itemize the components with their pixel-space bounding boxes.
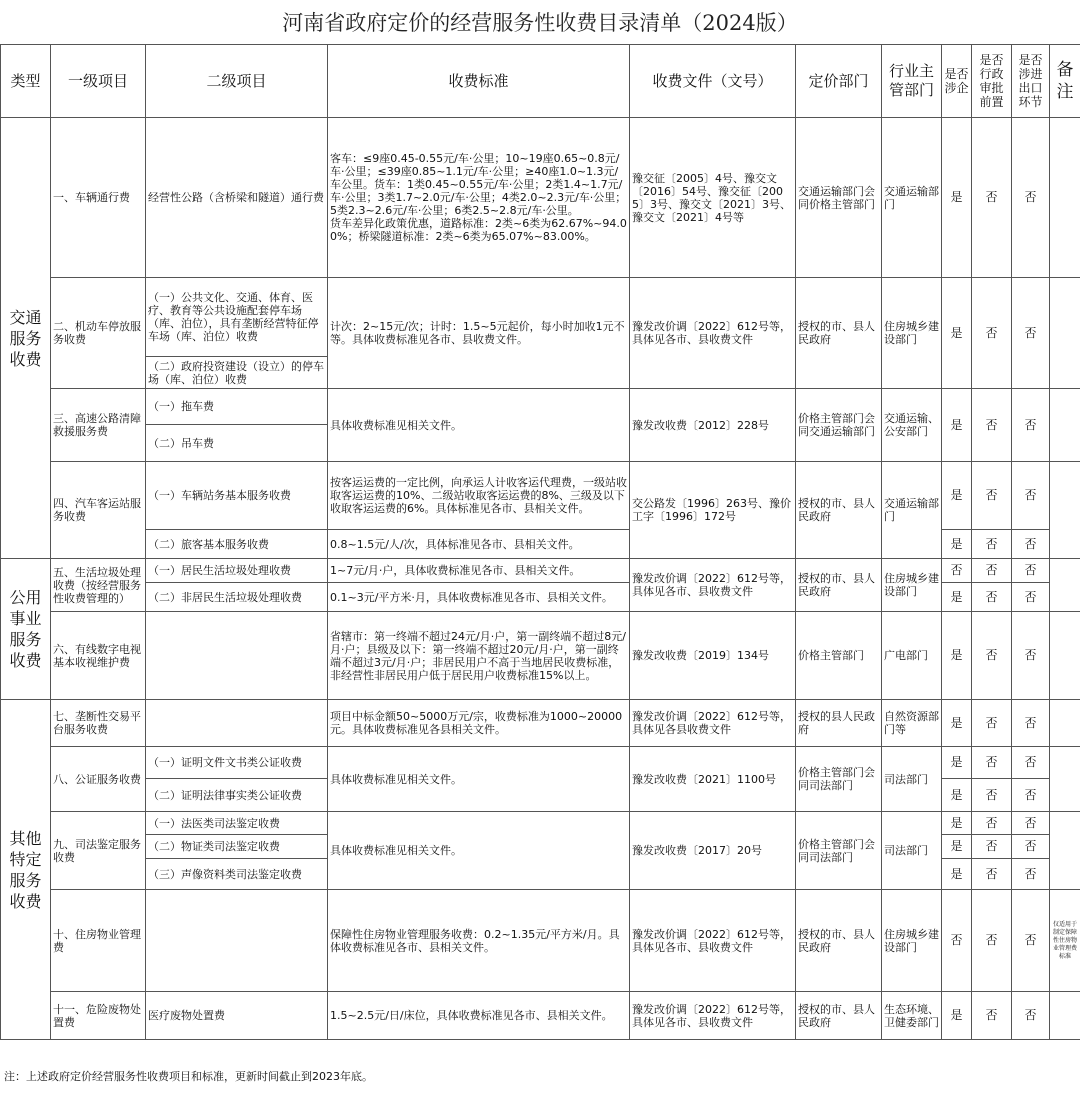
approval-cell: 否 xyxy=(972,835,1012,859)
level1-cell: 八、公证服务收费 xyxy=(51,747,146,812)
document-cell: 豫发改收费〔2012〕228号 xyxy=(630,389,796,462)
level2-cell: （二）物证类司法鉴定收费 xyxy=(146,835,328,859)
header-level2: 二级项目 xyxy=(146,45,328,118)
fee-table xyxy=(0,44,1080,1040)
table-row xyxy=(1,812,1080,835)
enterprise-cell: 否 xyxy=(942,559,972,583)
note-cell xyxy=(1050,747,1080,812)
note-cell xyxy=(1050,389,1080,462)
level2-cell: （一）拖车费 xyxy=(146,389,328,425)
document-cell: 交公路发〔1996〕263号、豫价工字〔1996〕172号 xyxy=(630,462,796,559)
enterprise-cell: 是 xyxy=(942,747,972,779)
note-cell xyxy=(1050,612,1080,700)
approval-cell: 否 xyxy=(972,612,1012,700)
level2-cell: （二）旅客基本服务收费 xyxy=(146,530,328,559)
note-cell xyxy=(1050,700,1080,747)
table-row xyxy=(1,890,1080,992)
enterprise-cell: 是 xyxy=(942,278,972,389)
footer-note: 注：上述政府定价经营服务性收费项目和标准，更新时间截止到2023年底。 xyxy=(4,1070,373,1083)
import-cell: 否 xyxy=(1012,462,1050,530)
enterprise-cell: 否 xyxy=(942,890,972,992)
page-title: 河南省政府定价的经营服务性收费目录清单（2024版） xyxy=(282,11,798,35)
standard-cell: 省辖市：第一终端不超过24元/月·户，第一副终端不超过8元/月·户；县级及以下：第一终端不超过20元/月·户，第一副终端不超过3元/月·户；非居民用户不高于当地居民收费标准，非经营性非居民用户低于居民用户收费标准15%以上。 xyxy=(328,612,630,700)
dept-cell: 授权的市、县人民政府 xyxy=(796,890,882,992)
import-cell: 否 xyxy=(1012,278,1050,389)
standard-cell: 1.5~2.5元/日/床位，具体收费标准见各市、县相关文件。 xyxy=(328,992,630,1040)
import-cell: 否 xyxy=(1012,890,1050,992)
type-traffic: 交通服务收费 xyxy=(1,118,51,559)
fee-table-wrapper xyxy=(0,44,1080,1040)
enterprise-cell: 是 xyxy=(942,389,972,462)
note-cell xyxy=(1050,812,1080,890)
standard-cell: 0.8~1.5元/人/次，具体标准见各市、县相关文件。 xyxy=(328,530,630,559)
level2-cell: （一）车辆站务基本服务收费 xyxy=(146,462,328,530)
document-cell: 豫发改价调〔2022〕612号等，具体见各县收费文件 xyxy=(630,700,796,747)
level1-cell: 五、生活垃圾处理收费（按经营服务性收费管理的） xyxy=(51,559,146,612)
approval-cell: 否 xyxy=(972,118,1012,278)
level1-cell: 六、有线数字电视基本收视维护费 xyxy=(51,612,146,700)
level2-cell: 医疗废物处置费 xyxy=(146,992,328,1040)
import-cell: 否 xyxy=(1012,118,1050,278)
import-cell: 否 xyxy=(1012,779,1050,812)
enterprise-cell: 是 xyxy=(942,462,972,530)
document-cell: 豫发改价调〔2022〕612号等，具体见各市、县收费文件 xyxy=(630,890,796,992)
level2-cell: （三）声像资料类司法鉴定收费 xyxy=(146,859,328,890)
standard-cell: 项目中标金额50~5000万元/宗，收费标准为1000~20000元。具体收费标准见各县相关文件。 xyxy=(328,700,630,747)
type-other: 其他特定服务收费 xyxy=(1,700,51,1040)
standard-cell: 计次：2~15元/次；计时：1.5~5元起价，每小时加收1元不等。具体收费标准见各市、县收费文件。 xyxy=(328,278,630,389)
document-cell: 豫发改价调〔2022〕612号等，具体见各市、县收费文件 xyxy=(630,559,796,612)
level2-cell: （二）证明法律事实类公证收费 xyxy=(146,779,328,812)
level2-cell: （一）法医类司法鉴定收费 xyxy=(146,812,328,835)
table-row xyxy=(1,612,1080,700)
level1-cell: 七、垄断性交易平台服务收费 xyxy=(51,700,146,747)
import-cell: 否 xyxy=(1012,612,1050,700)
standard-cell xyxy=(328,118,630,278)
dept-cell: 价格主管部门会同司法部门 xyxy=(796,812,882,890)
level1-cell: 九、司法鉴定服务收费 xyxy=(51,812,146,890)
note-cell xyxy=(1050,559,1080,612)
header-level1: 一级项目 xyxy=(51,45,146,118)
header-dept: 定价部门 xyxy=(796,45,882,118)
import-cell: 否 xyxy=(1012,389,1050,462)
import-cell: 否 xyxy=(1012,559,1050,583)
industry-cell: 司法部门 xyxy=(882,747,942,812)
level1-cell: 十一、危险废物处置费 xyxy=(51,992,146,1040)
import-cell: 否 xyxy=(1012,859,1050,890)
note-cell xyxy=(1050,992,1080,1040)
dept-cell: 授权的市、县人民政府 xyxy=(796,462,882,559)
document-cell: 豫发改价调〔2022〕612号等，具体见各市、县收费文件 xyxy=(630,278,796,389)
header-approval: 是否行政审批前置 xyxy=(972,45,1012,118)
standard-cell: 0.1~3元/平方米·月，具体收费标准见各市、县相关文件。 xyxy=(328,583,630,612)
standard-cell: 保障性住房物业管理服务收费：0.2~1.35元/平方米/月。具体收费标准见各市、县相关文件。 xyxy=(328,890,630,992)
table-row xyxy=(1,747,1080,779)
import-cell: 否 xyxy=(1012,700,1050,747)
standard-cell: 1~7元/月·户，具体收费标准见各市、县相关文件。 xyxy=(328,559,630,583)
approval-cell: 否 xyxy=(972,278,1012,389)
industry-cell: 生态环境、卫健委部门 xyxy=(882,992,942,1040)
industry-cell: 司法部门 xyxy=(882,812,942,890)
level1-cell: 一、车辆通行费 xyxy=(51,118,146,278)
enterprise-cell: 是 xyxy=(942,859,972,890)
table-row xyxy=(1,559,1080,583)
standard-text: 客车：≤9座0.45-0.55元/车·公里；10~19座0.65~0.8元/车·公里；≤39座0.85~1.1元/车·公里；≥40座1.0~1.3元/车公里。货车：1类0.45~0.55元/车·公里；2类1.4~1.7元/车·公里；3类1.7~2.0元/车·公里；4类2.0~2.3元/车·公里；5类2.3~2.6元/车·公里；6类2.5~2.8元/车·公里。 xyxy=(330,152,627,217)
level2-cell: （二）吊车费 xyxy=(146,425,328,462)
approval-cell: 否 xyxy=(972,812,1012,835)
level2-cell: 经营性公路（含桥梁和隧道）通行费 xyxy=(146,118,328,278)
standard-cell: 按客运运费的一定比例，向承运人计收客运代理费，一级站收取客运运费的10%、二级站收取客运运费的8%、三级及以下收取客运运费的6%。具体标准见各市、县相关文件。 xyxy=(328,462,630,530)
approval-cell: 否 xyxy=(972,462,1012,530)
table-row xyxy=(1,992,1080,1040)
industry-cell: 广电部门 xyxy=(882,612,942,700)
note-cell xyxy=(1050,462,1080,559)
level1-cell: 四、汽车客运站服务收费 xyxy=(51,462,146,559)
level2-cell: （一）公共文化、交通、体育、医疗、教育等公共设施配套停车场（库、泊位），具有垄断经营特征停车场（库、泊位）收费 xyxy=(146,278,328,357)
import-cell: 否 xyxy=(1012,835,1050,859)
table-row xyxy=(1,700,1080,747)
note-cell xyxy=(1050,118,1080,278)
enterprise-cell: 是 xyxy=(942,583,972,612)
document-cell: 豫发改收费〔2021〕1100号 xyxy=(630,747,796,812)
level2-cell: （二）非居民生活垃圾处理收费 xyxy=(146,583,328,612)
header-import: 是否涉进出口环节 xyxy=(1012,45,1050,118)
enterprise-cell: 是 xyxy=(942,812,972,835)
dept-cell: 价格主管部门 xyxy=(796,612,882,700)
level2-cell xyxy=(146,700,328,747)
dept-cell: 交通运输部门会同价格主管部门 xyxy=(796,118,882,278)
enterprise-cell: 是 xyxy=(942,612,972,700)
note-cell xyxy=(1050,278,1080,389)
standard-cell: 具体收费标准见相关文件。 xyxy=(328,812,630,890)
note-cell: 仅适用于制定保障性住房物业管理费标准 xyxy=(1050,890,1080,992)
dept-cell: 授权的县人民政府 xyxy=(796,700,882,747)
industry-cell: 住房城乡建设部门 xyxy=(882,278,942,389)
standard-cell: 具体收费标准见相关文件。 xyxy=(328,747,630,812)
dept-cell: 授权的市、县人民政府 xyxy=(796,559,882,612)
industry-cell: 自然资源部门等 xyxy=(882,700,942,747)
enterprise-cell: 是 xyxy=(942,992,972,1040)
approval-cell: 否 xyxy=(972,779,1012,812)
header-document: 收费文件（文号） xyxy=(630,45,796,118)
enterprise-cell: 是 xyxy=(942,530,972,559)
import-cell: 否 xyxy=(1012,747,1050,779)
standard-text-2: 货车差异化政策优惠，道路标准：2类~6类为62.67%~94.00%；桥梁隧道标准：2类~6类为65.07%~83.00%。 xyxy=(330,217,627,243)
level2-cell: （一）居民生活垃圾处理收费 xyxy=(146,559,328,583)
document-cell: 豫发改收费〔2017〕20号 xyxy=(630,812,796,890)
industry-cell: 住房城乡建设部门 xyxy=(882,890,942,992)
import-cell: 否 xyxy=(1012,812,1050,835)
approval-cell: 否 xyxy=(972,583,1012,612)
level1-cell: 三、高速公路清障救援服务费 xyxy=(51,389,146,462)
dept-cell: 授权的市、县人民政府 xyxy=(796,278,882,389)
table-row xyxy=(1,462,1080,530)
approval-cell: 否 xyxy=(972,389,1012,462)
industry-cell: 住房城乡建设部门 xyxy=(882,559,942,612)
table-row xyxy=(1,389,1080,425)
import-cell: 否 xyxy=(1012,992,1050,1040)
table-row xyxy=(1,118,1080,278)
type-public: 公用事业服务收费 xyxy=(1,559,51,700)
level1-cell: 二、机动车停放服务收费 xyxy=(51,278,146,389)
industry-cell: 交通运输部门 xyxy=(882,462,942,559)
header-industry: 行业主管部门 xyxy=(882,45,942,118)
industry-cell: 交通运输部门 xyxy=(882,118,942,278)
approval-cell: 否 xyxy=(972,992,1012,1040)
approval-cell: 否 xyxy=(972,859,1012,890)
import-cell: 否 xyxy=(1012,583,1050,612)
enterprise-cell: 是 xyxy=(942,835,972,859)
header-type: 类型 xyxy=(1,45,51,118)
dept-cell: 价格主管部门会同司法部门 xyxy=(796,747,882,812)
approval-cell: 否 xyxy=(972,559,1012,583)
approval-cell: 否 xyxy=(972,700,1012,747)
document-cell: 豫发改价调〔2022〕612号等，具体见各市、县收费文件 xyxy=(630,992,796,1040)
import-cell: 否 xyxy=(1012,530,1050,559)
level2-cell xyxy=(146,890,328,992)
standard-cell: 具体收费标准见相关文件。 xyxy=(328,389,630,462)
approval-cell: 否 xyxy=(972,530,1012,559)
approval-cell: 否 xyxy=(972,890,1012,992)
level2-cell: （二）政府投资建设（设立）的停车场（库、泊位）收费 xyxy=(146,357,328,389)
level2-cell: （一）证明文件文书类公证收费 xyxy=(146,747,328,779)
enterprise-cell: 是 xyxy=(942,700,972,747)
header-standard: 收费标准 xyxy=(328,45,630,118)
document-cell: 豫交征〔2005〕4号、豫交文〔2016〕54号、豫交征〔2005〕3号、豫交文〔2021〕3号、豫交文〔2021〕4号等 xyxy=(630,118,796,278)
industry-cell: 交通运输、公安部门 xyxy=(882,389,942,462)
document-cell: 豫发改收费〔2019〕134号 xyxy=(630,612,796,700)
header-enterprise: 是否涉企 xyxy=(942,45,972,118)
dept-cell: 授权的市、县人民政府 xyxy=(796,992,882,1040)
table-row xyxy=(1,278,1080,357)
level1-cell: 十、住房物业管理费 xyxy=(51,890,146,992)
level2-cell xyxy=(146,612,328,700)
enterprise-cell: 是 xyxy=(942,118,972,278)
header-note: 备注 xyxy=(1050,45,1080,118)
enterprise-cell: 是 xyxy=(942,779,972,812)
dept-cell: 价格主管部门会同交通运输部门 xyxy=(796,389,882,462)
header-row xyxy=(1,45,1080,118)
approval-cell: 否 xyxy=(972,747,1012,779)
